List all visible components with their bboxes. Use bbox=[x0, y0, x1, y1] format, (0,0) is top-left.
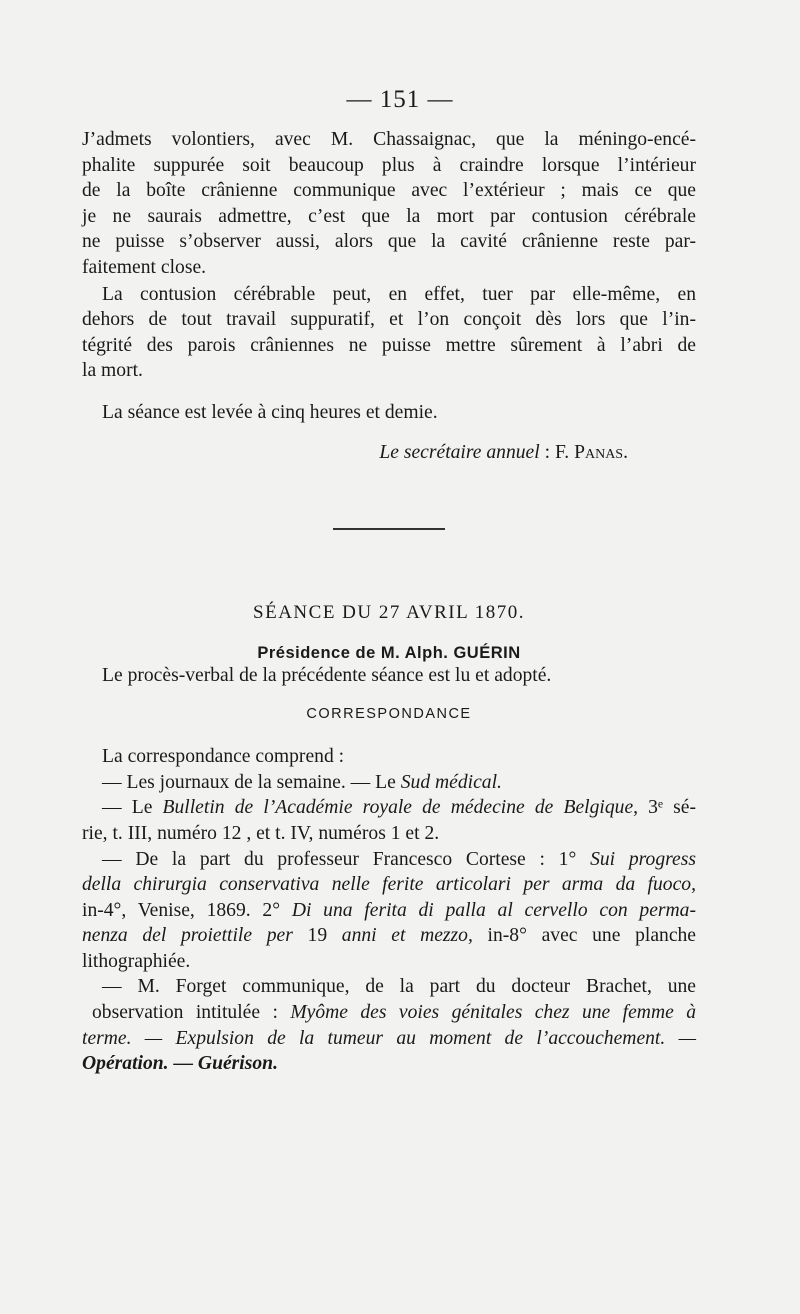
correspondance-item-bulletin bbox=[82, 795, 696, 846]
text-line: J’admets volontiers, avec M. Chassaignac, que la méningo-encé- bbox=[82, 129, 696, 150]
observation-title: Myôme des voies génitales chez une femme à bbox=[290, 1002, 697, 1024]
text-line: terme. — Expulsion de la tumeur au moment de l’accouchement. — bbox=[82, 1027, 696, 1049]
correspondance-heading: CORRESPONDANCE bbox=[306, 706, 472, 723]
text-line bbox=[82, 795, 696, 821]
text-line: faitement close. bbox=[82, 256, 207, 278]
text-line bbox=[82, 898, 696, 924]
signature-sep: : F. bbox=[539, 441, 575, 463]
item-text: — De la part du professeur Francesco Cortese : 1° bbox=[102, 848, 591, 870]
paragraph-contusion-1 bbox=[82, 127, 696, 281]
seance-levee: La séance est levée à cinq heures et demie. bbox=[102, 401, 438, 423]
correspondance-intro: La correspondance comprend : bbox=[102, 746, 345, 768]
item-text: 19 bbox=[292, 925, 342, 947]
work-title: Sui progress bbox=[590, 848, 696, 870]
item-text: in-8° avec une planche bbox=[472, 925, 697, 947]
text-line bbox=[82, 923, 696, 949]
seance-title: SÉANCE DU 27 AVRIL 1870. bbox=[253, 601, 525, 623]
item-text: in-4°, Venise, 1869. 2° bbox=[82, 899, 292, 921]
correspondance-item-journaux bbox=[82, 770, 696, 796]
text-line: de la boîte crânienne communique avec l’extérieur ; mais ce que bbox=[82, 180, 696, 202]
section-divider bbox=[333, 528, 445, 530]
paragraph-contusion-2 bbox=[82, 282, 696, 384]
correspondance-item-cortese bbox=[82, 847, 696, 975]
text-line: phalite suppurée soit beaucoup plus à craindre lorsque l’intérieur bbox=[82, 154, 696, 176]
signature-role: Le secrétaire annuel bbox=[379, 441, 540, 463]
journal-title: Sud médical. bbox=[400, 771, 502, 793]
text-line: lithographiée. bbox=[82, 950, 191, 972]
bulletin-title: Bulletin de l’Académie royale de médecine de Belgique, bbox=[162, 797, 639, 819]
item-text: observation intitulée : bbox=[92, 1002, 291, 1024]
text-line: dehors de tout travail suppuratif, et l’on conçoit dès lors que l’in- bbox=[82, 309, 696, 331]
item-text: — Les journaux de la semaine. — Le bbox=[102, 771, 401, 793]
text-line: La contusion cérébrable peut, en effet, tuer par elle-même, en bbox=[102, 283, 696, 305]
page-number: — 151 — bbox=[346, 86, 454, 113]
signature-name: Panas. bbox=[574, 441, 628, 463]
work-title: anni et mezzo, bbox=[341, 925, 473, 947]
text-line: della chirurgia conservativa nelle ferite articolari per arma da fuoco, bbox=[82, 874, 696, 896]
presidence-line: Présidence de M. Alph. GUÉRIN bbox=[257, 643, 521, 662]
correspondance-item-forget bbox=[82, 974, 696, 1076]
text-line: — M. Forget communique, de la part du docteur Brachet, une bbox=[102, 976, 696, 998]
text-column bbox=[82, 127, 696, 1077]
text-line: ne puisse s’observer aussi, alors que la cavité crânienne reste par- bbox=[82, 231, 696, 253]
text-line: je ne saurais admettre, c’est que la mort par contusion cérébrale bbox=[82, 205, 696, 227]
text-line: Opération. — Guérison. bbox=[82, 1053, 278, 1075]
work-title: Di una ferita di palla al cervello con perma- bbox=[291, 899, 697, 921]
text-line: la mort. bbox=[82, 360, 143, 382]
item-text: 3ᵉ sé- bbox=[638, 797, 696, 819]
signature bbox=[82, 440, 696, 466]
work-title: nenza del proiettile per bbox=[82, 925, 293, 947]
item-text: — Le bbox=[102, 797, 163, 819]
proces-verbal: Le procès-verbal de la précédente séance est lu et adopté. bbox=[102, 664, 552, 686]
text-line: rie, t. III, numéro 12 , et t. IV, numéros 1 et 2. bbox=[82, 822, 440, 844]
text-line bbox=[82, 847, 696, 873]
text-line bbox=[82, 1000, 696, 1026]
text-line: tégrité des parois crâniennes ne puisse mettre sûrement à l’abri de bbox=[82, 334, 696, 356]
